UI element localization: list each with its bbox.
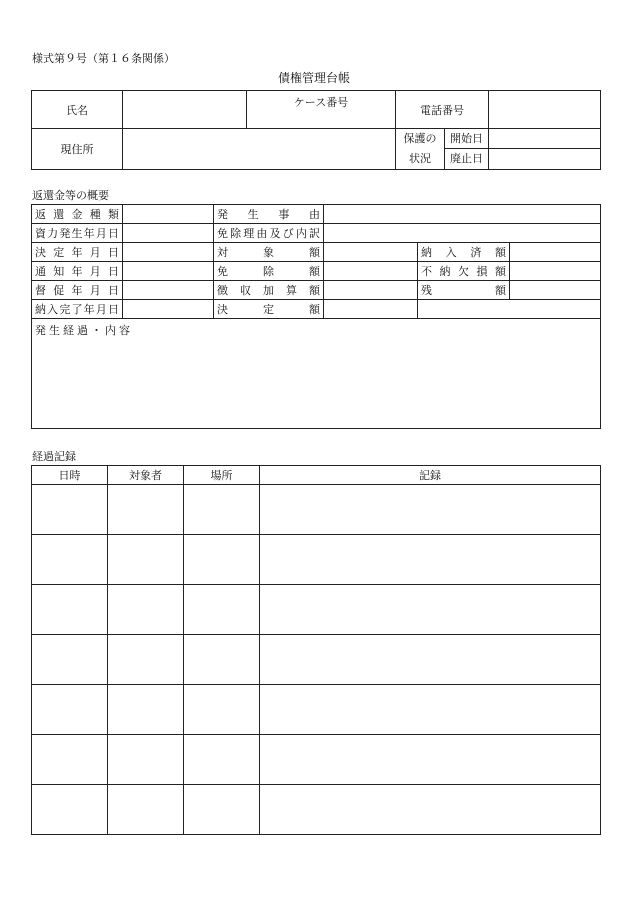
record-cell[interactable] — [184, 485, 260, 535]
record-cell[interactable] — [32, 485, 108, 535]
protection-label-line1: 保護の — [403, 132, 437, 145]
record-cell[interactable] — [108, 485, 184, 535]
name-field[interactable] — [123, 91, 247, 129]
record-cell[interactable] — [184, 785, 260, 835]
table-row — [32, 485, 601, 535]
summary-value[interactable] — [324, 205, 601, 224]
record-cell[interactable] — [108, 535, 184, 585]
form-number: 様式第９号（第１６条関係） — [32, 52, 175, 65]
summary-value[interactable] — [324, 243, 418, 262]
record-cell[interactable] — [108, 685, 184, 735]
record-cell[interactable] — [108, 585, 184, 635]
summary-row-label: 徴収加算額 — [214, 281, 324, 300]
records-header-record: 記録 — [260, 466, 601, 485]
records-section-title: 経過記録 — [32, 450, 76, 463]
record-cell[interactable] — [260, 735, 601, 785]
info-table — [31, 90, 601, 170]
phone-label: 電話番号 — [396, 91, 489, 129]
summary-value[interactable] — [123, 224, 214, 243]
summary-row-label: 資力発生年月日 — [32, 224, 123, 243]
table-row — [32, 735, 601, 785]
page-title: 債権管理台帳 — [278, 71, 351, 85]
summary-row-label: 免除額 — [214, 262, 324, 281]
record-cell[interactable] — [184, 535, 260, 585]
protection-status-label — [396, 129, 445, 170]
address-field[interactable] — [123, 129, 396, 170]
record-cell[interactable] — [260, 535, 601, 585]
summary-row-label: 発生事由 — [214, 205, 324, 224]
phone-field[interactable] — [489, 91, 601, 129]
summary-table — [31, 204, 601, 429]
summary-row-label: 対象額 — [214, 243, 324, 262]
table-row — [32, 635, 601, 685]
table-row — [32, 585, 601, 635]
end-date-field[interactable] — [489, 149, 600, 168]
summary-row-label: 納入完了年月日 — [32, 300, 123, 319]
records-header-datetime: 日時 — [32, 466, 108, 485]
protection-date-labels — [445, 129, 489, 170]
summary-row-label: 返還金種類 — [32, 205, 123, 224]
protection-label-line2: 状況 — [409, 152, 432, 165]
record-cell[interactable] — [32, 735, 108, 785]
summary-value[interactable] — [123, 243, 214, 262]
summary-value[interactable] — [123, 300, 214, 319]
record-cell[interactable] — [184, 635, 260, 685]
end-date-label: 廃止日 — [450, 152, 484, 165]
summary-value[interactable] — [510, 243, 601, 262]
record-cell[interactable] — [108, 735, 184, 785]
table-row — [32, 685, 601, 735]
summary-section-title: 返還金等の概要 — [32, 189, 109, 202]
summary-value[interactable] — [418, 300, 601, 319]
records-header-subject: 対象者 — [108, 466, 184, 485]
summary-row-label: 免除理由及び内訳 — [214, 224, 324, 243]
record-cell[interactable] — [108, 785, 184, 835]
record-cell[interactable] — [260, 785, 601, 835]
summary-value[interactable] — [324, 224, 601, 243]
summary-row-label: 決定年月日 — [32, 243, 123, 262]
details-area[interactable] — [32, 319, 601, 429]
summary-row-label: 納入済額 — [418, 243, 510, 262]
record-cell[interactable] — [32, 685, 108, 735]
record-cell[interactable] — [32, 535, 108, 585]
summary-row-label: 決定額 — [214, 300, 324, 319]
protection-date-fields — [489, 129, 601, 170]
summary-value[interactable] — [123, 262, 214, 281]
summary-value[interactable] — [324, 262, 418, 281]
summary-row-label: 通知年月日 — [32, 262, 123, 281]
record-cell[interactable] — [108, 635, 184, 685]
table-row — [32, 535, 601, 585]
summary-row-label: 残額 — [418, 281, 510, 300]
summary-row-label: 督促年月日 — [32, 281, 123, 300]
record-cell[interactable] — [32, 635, 108, 685]
summary-row-label: 不納欠損額 — [418, 262, 510, 281]
record-cell[interactable] — [32, 785, 108, 835]
address-label: 現住所 — [32, 129, 123, 170]
name-label: 氏名 — [32, 91, 123, 129]
records-header-place: 場所 — [184, 466, 260, 485]
record-cell[interactable] — [32, 585, 108, 635]
record-cell[interactable] — [260, 485, 601, 535]
record-cell[interactable] — [260, 635, 601, 685]
summary-value[interactable] — [510, 281, 601, 300]
summary-value[interactable] — [123, 281, 214, 300]
summary-value[interactable] — [510, 262, 601, 281]
record-cell[interactable] — [184, 685, 260, 735]
summary-value[interactable] — [324, 281, 418, 300]
record-cell[interactable] — [184, 735, 260, 785]
details-label: 発生経過・内容 — [35, 324, 133, 337]
table-row — [32, 785, 601, 835]
summary-value[interactable] — [123, 205, 214, 224]
start-date-label: 開始日 — [445, 130, 488, 149]
record-cell[interactable] — [184, 585, 260, 635]
record-cell[interactable] — [260, 685, 601, 735]
case-number-label: ケース番号 — [247, 91, 396, 129]
record-cell[interactable] — [260, 585, 601, 635]
records-table — [31, 465, 601, 835]
start-date-field[interactable] — [489, 130, 600, 149]
summary-value[interactable] — [324, 300, 418, 319]
